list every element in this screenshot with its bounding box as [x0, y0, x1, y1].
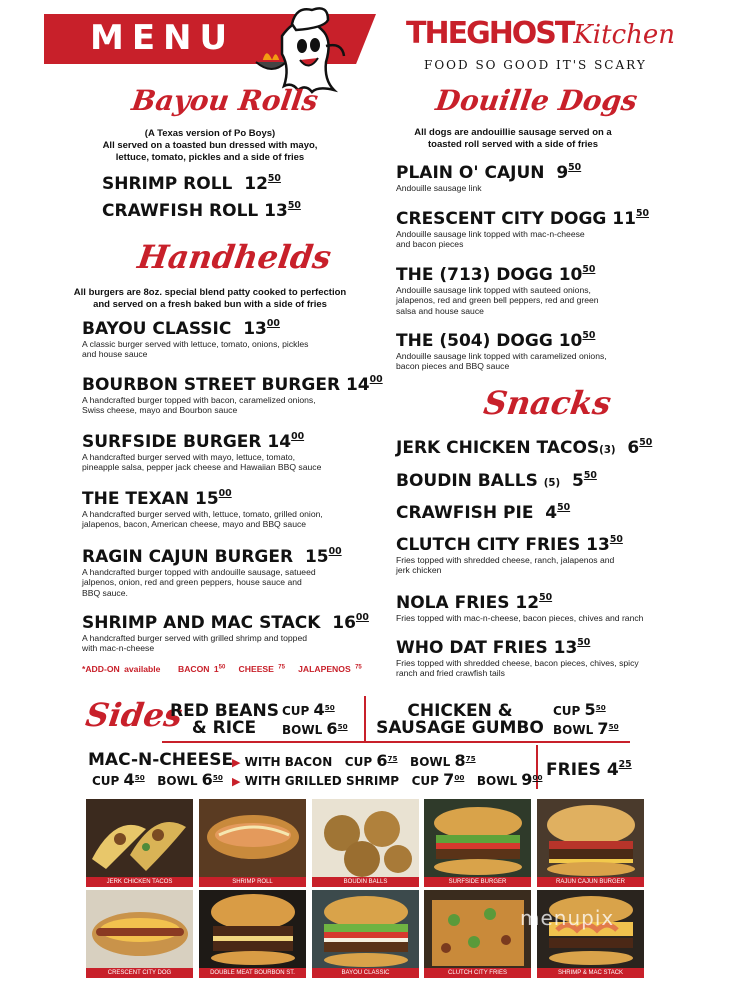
item-price: 13: [243, 318, 267, 339]
food-photo-crescent-city-dog: [86, 890, 193, 978]
size-label: CUP: [344, 755, 373, 769]
item-cents: 50: [639, 437, 653, 448]
menu-item-shrimp-and-mac-stack: [82, 612, 372, 654]
price: 6: [201, 770, 213, 789]
item-name: THE (713) DOGG: [396, 264, 553, 285]
item-cents: 50: [557, 502, 571, 513]
item-name: THE TEXAN: [82, 488, 190, 509]
price: 7: [443, 770, 455, 789]
item-price: 15: [194, 488, 219, 509]
watermark: menupix: [520, 906, 615, 930]
item-cents: 50: [267, 173, 281, 184]
item-title: [82, 374, 382, 395]
menu-item-the-713-dogg: [396, 264, 696, 316]
item-price: 16: [332, 612, 356, 633]
red-beans-cup-price: [282, 700, 335, 719]
photo-caption: SHRIMP & MAC STACK: [537, 968, 644, 978]
item-cents: 50: [287, 200, 301, 211]
side-name-line: CHICKEN &: [407, 701, 513, 721]
item-name: BOURBON STREET BURGER: [82, 374, 341, 395]
item-name: SURFSIDE BURGER: [82, 431, 262, 452]
price: 9: [521, 770, 533, 789]
item-title: [82, 431, 372, 452]
item-cents: 50: [635, 208, 649, 219]
item-cents: 25: [618, 759, 632, 770]
photo-caption: RAJUN CAJUN BURGER: [537, 877, 644, 887]
price: 4: [313, 700, 325, 719]
cents: 50: [212, 772, 223, 782]
item-cents: 50: [583, 470, 597, 481]
item-description: Fries topped with shredded cheese, ranch, jalapenos and: [396, 554, 615, 565]
handhelds-intro: [60, 287, 360, 311]
item-title: [396, 330, 696, 351]
item-name: SHRIMP ROLL: [102, 173, 233, 194]
item-description: and bacon pieces: [396, 239, 464, 250]
item-price: 5: [572, 470, 584, 491]
triangle-right-icon: ▶: [232, 775, 241, 788]
item-description: Fries topped with shredded cheese, bacon pieces, chives, spicy: [396, 657, 639, 668]
size-label: CUP: [92, 774, 120, 788]
cents: 75: [387, 753, 398, 763]
item-name: CRAWFISH ROLL: [102, 200, 259, 221]
item-name: JERK CHICKEN TACOS: [396, 437, 600, 458]
menu-item-bayou-classic: [82, 318, 372, 360]
item-description: bacon pieces and BBQ sauce: [396, 361, 510, 372]
cents: 50: [595, 702, 606, 712]
mac-with-shrimp: [232, 770, 542, 789]
menu-item-who-dat-fries: [396, 637, 696, 679]
item-title: [396, 264, 696, 285]
snacks-heading: Snacks: [481, 384, 614, 422]
item-cents: 00: [355, 612, 369, 623]
item-price: 4: [606, 759, 619, 780]
menu-item-shrimp-roll: [102, 173, 281, 194]
item-qty: (5): [543, 477, 561, 489]
item-description: jalpenos, onion, red and green peppers, house sauce and: [82, 577, 302, 588]
item-price: 13: [586, 534, 610, 555]
cents: 00: [532, 772, 543, 782]
item-name: FRIES: [546, 759, 601, 780]
item-qty: (3): [599, 444, 616, 456]
douille-dogs-heading: Douille Dogs: [433, 84, 640, 117]
size-label: CUP: [282, 704, 310, 718]
handhelds-heading: Handhelds: [135, 238, 334, 276]
gumbo-bowl-price: [553, 719, 619, 738]
item-title: [82, 488, 372, 509]
side-fries: [546, 759, 632, 780]
item-title: [396, 208, 696, 229]
item-description: A classic burger served with lettuce, tomato, onions, pickles: [82, 338, 309, 349]
food-photo-boudin-balls: [312, 799, 419, 887]
item-name: NOLA FRIES: [396, 592, 510, 613]
item-cents: 50: [568, 162, 582, 173]
cents: 00: [454, 772, 465, 782]
menu-item-crawfish-roll: [102, 200, 301, 221]
intro-line: All served on a toasted bun dressed with mayo,: [102, 140, 318, 151]
item-description: Swiss cheese, mayo and Bourbon sauce: [82, 405, 238, 416]
item-description: jerk chicken: [396, 565, 442, 576]
item-title: [396, 534, 696, 555]
addons-label: *ADD-ON available: [82, 664, 161, 674]
item-price: 10: [558, 330, 583, 351]
item-name: WHO DAT FRIES: [396, 637, 548, 658]
brand-name: [406, 16, 675, 51]
menu-item-bourbon-street-burger: [82, 374, 382, 416]
size-label: CUP: [411, 774, 439, 788]
item-cents: 50: [609, 534, 623, 545]
item-price: 6: [627, 437, 640, 458]
brand-tagline: FOOD SO GOOD IT'S SCARY: [424, 58, 647, 72]
item-price: 10: [558, 264, 583, 285]
item-price: 13: [264, 200, 288, 221]
addon-bacon: BACON: [177, 664, 210, 674]
photo-caption: SHRIMP ROLL: [199, 877, 306, 887]
menu-item-crawfish-pie: [396, 502, 570, 523]
item-description: jalapenos, red and green bell peppers, red and green: [396, 295, 599, 306]
addon-cheese: CHEESE: [238, 664, 274, 674]
food-photo-rajun-cajun-burger: [537, 799, 644, 887]
menu-item-plain-o-cajun: [396, 162, 696, 193]
bayou-rolls-heading: Bayou Rolls: [129, 84, 321, 117]
menu-title: MENU: [90, 18, 236, 58]
item-description: Andouille sausage link topped with mac-n-cheese: [396, 228, 585, 239]
item-cents: 00: [369, 374, 383, 385]
size-label: BOWL: [282, 723, 323, 737]
menu-item-ragin-cajun-burger: [82, 546, 372, 598]
addon-bacon-price: 1: [213, 664, 219, 674]
item-cents: 50: [539, 592, 553, 603]
item-name: BAYOU CLASSIC: [82, 318, 232, 339]
mac-prices: [92, 770, 223, 789]
food-photo-bayou-classic: [312, 890, 419, 978]
price: 4: [123, 770, 135, 789]
food-photo-shrimp-mac-stack: [537, 890, 644, 978]
item-cents: 00: [328, 546, 342, 557]
item-description: A handcrafted burger served with, lettuce, tomato, grilled onion,: [82, 508, 323, 519]
cents: 50: [134, 772, 145, 782]
item-price: 15: [304, 546, 329, 567]
photo-caption: SURFSIDE BURGER: [424, 877, 531, 887]
brand-bold: THEGHOST: [406, 16, 574, 51]
red-beans-bowl-price: [282, 719, 348, 738]
item-price: 13: [553, 637, 578, 658]
photo-caption: DOUBLE MEAT BOURBON ST.: [199, 968, 306, 978]
item-price: 14: [267, 431, 292, 452]
item-title: [82, 612, 372, 633]
item-name: RAGIN CAJUN BURGER: [82, 546, 294, 567]
size-label: CUP: [553, 704, 581, 718]
item-description: pineapple salsa, pepper jack cheese and Hawaiian BBQ sauce: [82, 462, 322, 473]
sides-divider: [162, 741, 630, 743]
item-description: salsa and house sauce: [396, 305, 484, 316]
price: 5: [584, 700, 596, 719]
addon-bacon-cents: 50: [218, 664, 226, 671]
cents: 75: [465, 753, 476, 763]
item-title: [82, 318, 372, 339]
side-mac-n-cheese: MAC-N-CHEESE: [88, 750, 234, 770]
douille-dogs-intro: [370, 127, 656, 151]
food-photo-double-meat-bourbon-st: [199, 890, 306, 978]
price: 6: [376, 751, 388, 770]
photo-caption: JERK CHICKEN TACOS: [86, 877, 193, 887]
item-description: Andouille sausage link topped with sauteed onions,: [396, 284, 591, 295]
item-cents: 50: [582, 330, 596, 341]
menu-item-surfside-burger: [82, 431, 372, 473]
price: 6: [326, 719, 338, 738]
mac-with-bacon: [232, 751, 476, 770]
menu-item-clutch-city-fries: [396, 534, 696, 576]
item-description: BBQ sauce.: [82, 587, 128, 598]
gumbo-cup-price: [553, 700, 606, 719]
triangle-right-icon: ▶: [232, 756, 241, 769]
item-name: CLUTCH CITY FRIES: [396, 534, 581, 555]
item-price: 4: [545, 502, 558, 523]
size-label: BOWL: [410, 755, 451, 769]
food-photo-surfside-burger: [424, 799, 531, 887]
item-description: A handcrafted burger topped with bacon, caramelized onions,: [82, 394, 316, 405]
item-title: [82, 546, 372, 567]
item-description: Fries topped with mac-n-cheese, bacon pieces, chives and ranch: [396, 612, 644, 623]
price: 7: [597, 719, 609, 738]
item-description: A handcrafted burger served with grilled shrimp and topped: [82, 632, 308, 643]
size-label: BOWL: [476, 774, 518, 788]
size-label: BOWL: [157, 774, 198, 788]
photo-caption: CRESCENT CITY DOG: [86, 968, 193, 978]
photo-caption: CLUTCH CITY FRIES: [424, 968, 531, 978]
photo-caption: BAYOU CLASSIC: [312, 968, 419, 978]
menu-item-boudin-balls: [396, 470, 597, 491]
item-title: [396, 637, 696, 658]
ghost-chef-logo: [252, 2, 352, 94]
addons-line: [82, 664, 362, 674]
intro-line: All burgers are 8oz. special blend patty cooked to perfection: [73, 287, 347, 298]
sides-heading: Sides: [83, 696, 185, 734]
side-name-line: RED BEANS: [170, 701, 279, 721]
item-description: A handcrafted burger topped with andouille sausage, satueed: [82, 566, 316, 577]
item-title: [396, 592, 696, 613]
side-name-line: SAUSAGE GUMBO: [376, 718, 544, 738]
cents: 50: [324, 702, 335, 712]
menu-item-the-504-dogg: [396, 330, 696, 372]
item-description: jalapenos, bacon, American cheese, mayo and BBQ sauce: [82, 519, 307, 530]
item-cents: 00: [291, 431, 305, 442]
item-description: and house sauce: [82, 349, 148, 360]
menu-item-nola-fries: [396, 592, 696, 623]
menu-item-the-texan: [82, 488, 372, 530]
brand-script: Kitchen: [573, 20, 676, 50]
side-chicken-sausage-gumbo: [374, 703, 546, 737]
item-cents: 00: [218, 488, 232, 499]
cents: 50: [337, 721, 348, 731]
food-photo-shrimp-roll: [199, 799, 306, 887]
bayou-rolls-intro: [60, 128, 360, 164]
sides-divider: [364, 696, 366, 742]
item-price: 14: [345, 374, 370, 395]
item-name: CRAWFISH PIE: [396, 502, 534, 523]
size-label: BOWL: [553, 723, 594, 737]
item-price: 12: [515, 592, 540, 613]
side-name-line: & RICE: [191, 718, 257, 738]
food-photo-jerk-chicken-tacos: [86, 799, 193, 887]
item-name: PLAIN O' CAJUN: [396, 162, 545, 183]
item-description: A handcrafted burger served with mayo, lettuce, tomato,: [82, 451, 296, 462]
intro-line: and served on a fresh baked bun with a side of fries: [93, 299, 327, 310]
item-cents: 50: [577, 637, 591, 648]
addon-label: WITH BACON: [244, 755, 333, 769]
side-red-beans-rice: [170, 703, 278, 737]
menu-item-crescent-city-dogg: [396, 208, 696, 250]
item-cents: 50: [582, 264, 596, 275]
food-photo-clutch-city-fries: [424, 890, 531, 978]
item-price: 9: [556, 162, 569, 183]
item-name: CRESCENT CITY DOGG: [396, 208, 607, 229]
item-description: Andouille sausage link: [396, 182, 482, 193]
intro-line: lettuce, tomato, pickles and a side of fries: [115, 152, 305, 163]
item-description: ranch and fried crawfish tails: [396, 668, 505, 679]
item-cents: 00: [266, 318, 280, 329]
item-price: 11: [612, 208, 636, 229]
item-name: THE (504) DOGG: [396, 330, 553, 351]
menu-item-jerk-chicken-tacos: [396, 437, 652, 458]
photo-caption: BOUDIN BALLS: [312, 877, 419, 887]
item-title: [396, 162, 696, 183]
item-name: SHRIMP AND MAC STACK: [82, 612, 321, 633]
intro-line: toasted roll served with a side of fries: [428, 139, 598, 150]
addon-jalapenos: JALAPENOS: [298, 664, 351, 674]
addon-label: WITH GRILLED SHRIMP: [244, 774, 400, 788]
addon-jalapenos-cents: 75: [355, 664, 362, 671]
item-description: with mac-n-cheese: [82, 643, 155, 654]
addon-cheese-cents: 75: [278, 664, 285, 671]
item-description: Andouille sausage link topped with caramelized onions,: [396, 350, 607, 361]
item-name: BOUDIN BALLS: [396, 470, 538, 491]
item-price: 12: [244, 173, 268, 194]
cents: 50: [608, 721, 619, 731]
intro-line: (A Texas version of Po Boys): [144, 128, 276, 139]
price: 8: [454, 751, 466, 770]
intro-line: All dogs are andouillie sausage served on a: [414, 127, 612, 138]
